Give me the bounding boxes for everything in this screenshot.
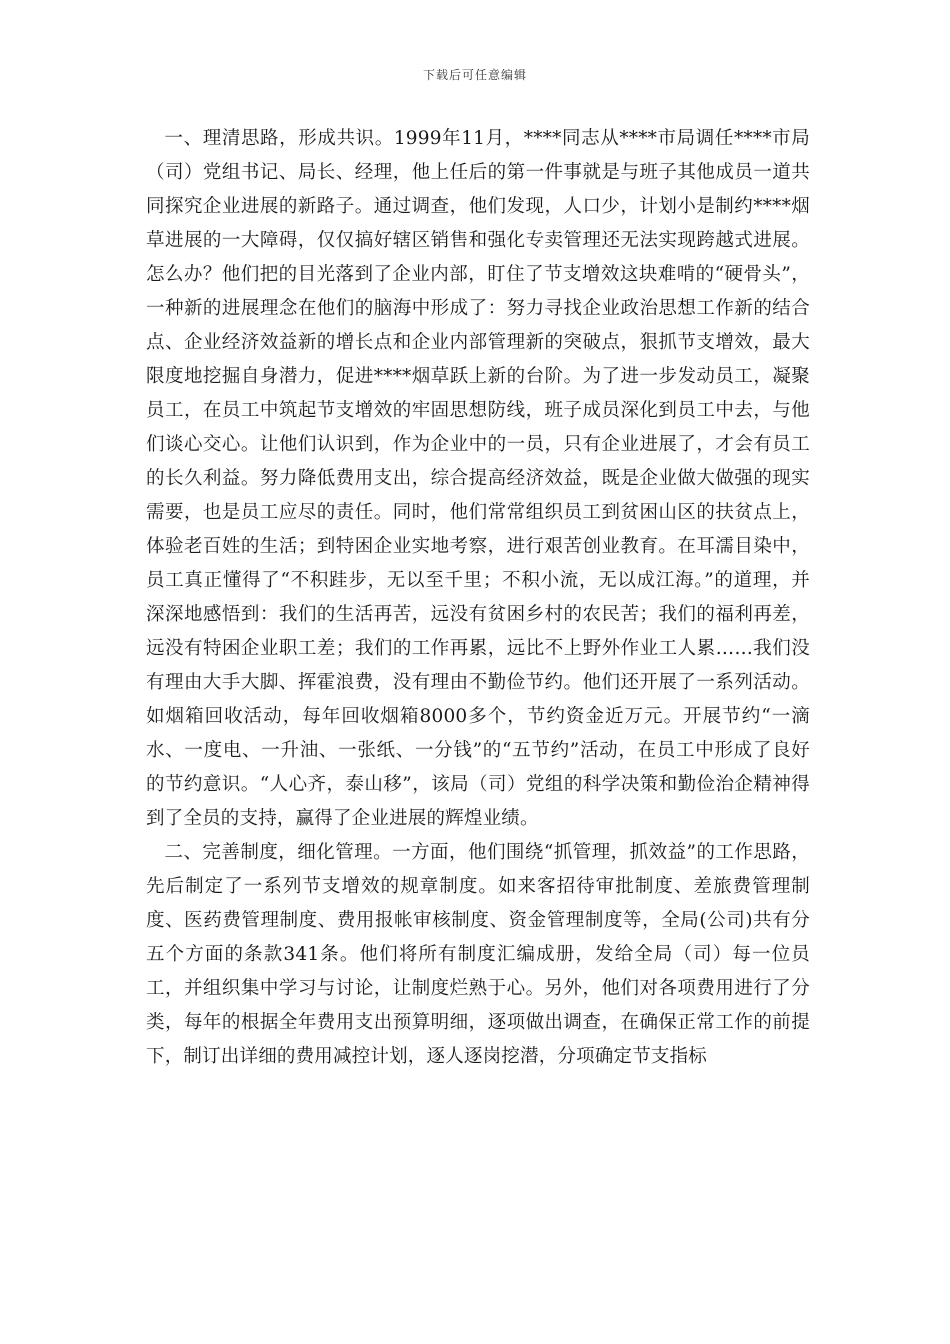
paragraph-section-one: 一、理清思路，形成共识。1999年11月，****同志从****市局调任****市局（司）党组书记、局长、经理，他上任后的第一件事就是与班子其他成员一道共同探究企业进展的新路子。通过调查，他们发现，人口少，计划小是制约****烟草进展的一大障碍，仅仅搞好辖区销售和强化专卖管理还无法实现跨越式进展。怎么办？他们把的目光落到了企业内部，盯住了节支增效这块难啃的“硬骨头”，一种新的进展理念在他们的脑海中形成了：努力寻找企业政治思想工作新的结合点、企业经济效益新的增长点和企业内部管理新的突破点，狠抓节支增效，最大限度地挖掘自身潜力，促进****烟草跃上新的台阶。为了进一步发动员工，凝聚员工，在员工中筑起节支增效的牢固思想防线，班子成员深化到员工中去，与他们谈心交心。让他们认识到，作为企业中的一员，只有企业进展了，才会有员工的长久利益。努力降低费用支出，综合提高经济效益，既是企业做大做强的现实需要，也是员工应尽的责任。同时，他们常常组织员工到贫困山区的扶贫点上，体验老百姓的生活；到特困企业实地考察，进行艰苦创业教育。在耳濡目染中，员工真正懂得了“不积跬步，无以至千里；不积小流，无以成江海。”的道理，并深深地感悟到：我们的生活再苦，远没有贫困乡村的农民苦；我们的福利再差，远没有特困企业职工差；我们的工作再累，远比不上野外作业工人累……我们没有理由大手大脚、挥霍浪费，没有理由不勤俭节约。他们还开展了一系列活动。如烟箱回收活动，每年回收烟箱8000多个，节约资金近万元。开展节约“一滴水、一度电、一升油、一张纸、一分钱”的“五节约”活动，在员工中形成了良好的节约意识。“人心齐，泰山移”，该局（司）党组的科学决策和勤俭治企精神得到了全员的支持，赢得了企业进展的辉煌业绩。 [146, 128, 810, 829]
paragraph-section-two: 二、完善制度，细化管理。一方面，他们围绕“抓管理，抓效益”的工作思路，先后制定了一系列节支增效的规章制度。如来客招待审批制度、差旅费管理制度、医药费管理制度、费用报帐审核制度、资金管理制度等，全局(公司)共有分五个方面的条款341条。他们将所有制度汇编成册，发给全局（司）每一位员工，并组织集中学习与讨论，让制度烂熟于心。另外，他们对各项费用进行了分类，每年的根据全年费用支出预算明细，逐项做出调查，在确保正常工作的前提下，制订出详细的费用减控计划，逐人逐岗挖潜，分项确定节支指标 [146, 842, 810, 1067]
page-header: 下载后可任意编辑 [422, 68, 527, 82]
document-body [146, 122, 810, 1074]
